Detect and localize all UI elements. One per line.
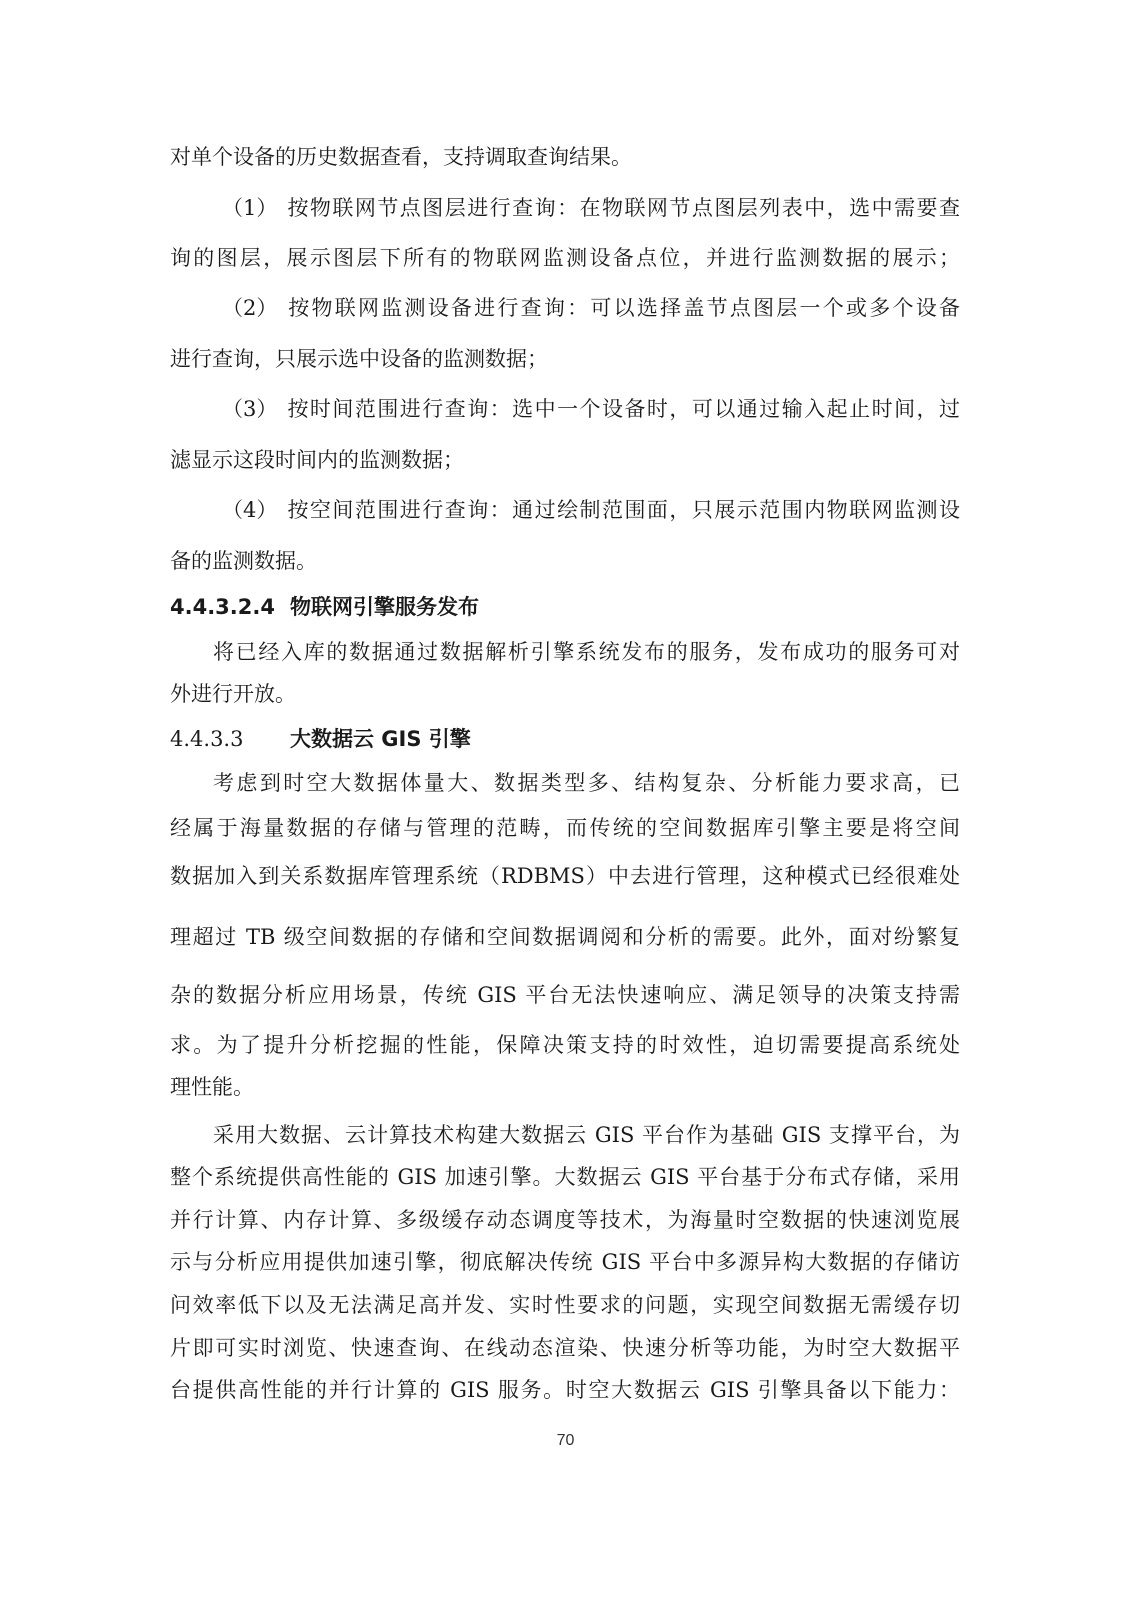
body-text-line: 理性能。 — [170, 1075, 254, 1099]
body-text-line: 求。为了提升分析挖掘的性能，保障决策支持的时效性，迫切需要提高系统处 — [170, 1033, 960, 1057]
list-item-1-line2: 询的图层，展示图层下所有的物联网监测设备点位，并进行监测数据的展示； — [170, 246, 960, 270]
body-text-line: 理超过 TB 级空间数据的存储和空间数据调阅和分析的需要。此外，面对纷繁复 — [170, 925, 960, 949]
list-item-text: 按空间范围进行查询：通过绘制范围面，只展示范围内物联网监测设 — [286, 498, 960, 522]
section-number: 4.4.3.3 — [170, 727, 244, 751]
body-text-line: 数据加入到关系数据库管理系统（RDBMS）中去进行管理，这种模式已经很难处 — [170, 864, 960, 888]
body-text-line: 杂的数据分析应用场景，传统 GIS 平台无法快速响应、满足领导的决策支持需 — [170, 983, 960, 1007]
body-text-line: 示与分析应用提供加速引擎，彻底解决传统 GIS 平台中多源异构大数据的存储访 — [170, 1250, 960, 1274]
body-text-line: 经属于海量数据的存储与管理的范畴，而传统的空间数据库引擎主要是将空间 — [170, 816, 960, 840]
body-text-line: 将已经入库的数据通过数据解析引擎系统发布的服务，发布成功的服务可对 — [213, 640, 960, 664]
list-item-2-line1 — [222, 293, 960, 323]
list-item-4-line1 — [222, 495, 960, 525]
list-item-1-line1 — [222, 193, 960, 223]
body-text-line: 台提供高性能的并行计算的 GIS 服务。时空大数据云 GIS 引擎具备以下能力： — [170, 1378, 960, 1402]
list-item-3-line2: 滤显示这段时间内的监测数据； — [170, 448, 464, 472]
list-item-number: （3） — [222, 397, 278, 421]
section-number: 4.4.3.2.4 — [170, 595, 275, 619]
list-item-text: 按时间范围进行查询：选中一个设备时，可以通过输入起止时间，过 — [286, 397, 960, 421]
section-heading-4-4-3-3 — [170, 724, 471, 754]
page-number: 70 — [556, 1432, 575, 1449]
body-text-line: 问效率低下以及无法满足高并发、实时性要求的问题，实现空间数据无需缓存切 — [170, 1293, 960, 1317]
body-text-line: 并行计算、内存计算、多级缓存动态调度等技术，为海量时空数据的快速浏览展 — [170, 1208, 960, 1232]
section-title: 物联网引擎服务发布 — [290, 595, 479, 619]
body-text-line: 片即可实时浏览、快速查询、在线动态渲染、快速分析等功能，为时空大数据平 — [170, 1336, 960, 1360]
section-heading-4-4-3-2-4 — [170, 592, 479, 622]
list-item-number: （1） — [222, 196, 278, 220]
list-item-text: 按物联网监测设备进行查询：可以选择盖节点图层一个或多个设备 — [286, 296, 960, 320]
list-item-number: （2） — [222, 296, 278, 320]
body-text-line: 整个系统提供高性能的 GIS 加速引擎。大数据云 GIS 平台基于分布式存储，采用 — [170, 1165, 960, 1189]
body-text-line: 对单个设备的历史数据查看，支持调取查询结果。 — [170, 145, 632, 169]
list-item-4-line2: 备的监测数据。 — [170, 549, 317, 573]
body-text-line: 外进行开放。 — [170, 682, 296, 706]
section-title: 大数据云 GIS 引擎 — [290, 727, 471, 751]
list-item-number: （4） — [222, 498, 278, 522]
list-item-3-line1 — [222, 394, 960, 424]
list-item-2-line2: 进行查询，只展示选中设备的监测数据； — [170, 347, 548, 371]
body-text-line: 采用大数据、云计算技术构建大数据云 GIS 平台作为基础 GIS 支撑平台，为 — [213, 1123, 960, 1147]
body-text-line: 考虑到时空大数据体量大、数据类型多、结构复杂、分析能力要求高，已 — [213, 771, 960, 795]
list-item-text: 按物联网节点图层进行查询：在物联网节点图层列表中，选中需要查 — [286, 196, 960, 220]
